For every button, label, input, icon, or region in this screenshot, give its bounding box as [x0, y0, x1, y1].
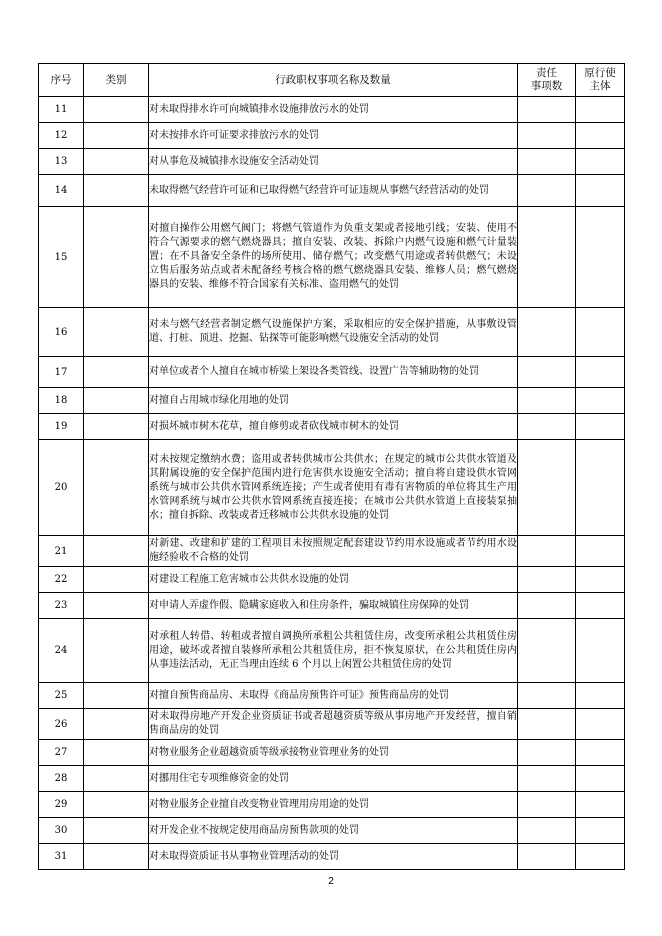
row-original-subject	[576, 440, 625, 536]
header-orig-line1: 原行使	[584, 67, 616, 79]
row-number: 31	[39, 844, 84, 870]
power-items-table	[38, 63, 625, 870]
header-item-name: 行政职权事项名称及数量	[149, 64, 518, 97]
table-row	[39, 567, 625, 593]
table-row	[39, 357, 625, 388]
row-item-name: 对物业服务企业擅自改变物业管理用房用途的处罚	[149, 792, 518, 818]
row-category	[84, 207, 149, 308]
row-item-name: 对申请人弄虚作假、隐瞒家庭收入和住房条件，骗取城镇住房保障的处罚	[149, 593, 518, 619]
row-number: 20	[39, 440, 84, 536]
row-item-name: 对未取得资质证书从事物业管理活动的处罚	[149, 844, 518, 870]
table-row	[39, 175, 625, 207]
row-number: 14	[39, 175, 84, 207]
row-original-subject	[576, 792, 625, 818]
row-responsibility-count	[518, 97, 576, 123]
row-item-name: 对物业服务企业超越资质等级承接物业管理业务的处罚	[149, 740, 518, 766]
row-number: 30	[39, 818, 84, 844]
row-responsibility-count	[518, 593, 576, 619]
row-number: 29	[39, 792, 84, 818]
row-category	[84, 414, 149, 440]
row-responsibility-count	[518, 149, 576, 175]
table-row	[39, 388, 625, 414]
row-item-name: 对擅自预售商品房、未取得《商品房预售许可证》预售商品房的处罚	[149, 683, 518, 709]
row-responsibility-count	[518, 175, 576, 207]
row-original-subject	[576, 123, 625, 149]
row-original-subject	[576, 357, 625, 388]
row-responsibility-count	[518, 207, 576, 308]
row-item-name: 对擅自占用城市绿化用地的处罚	[149, 388, 518, 414]
row-responsibility-count	[518, 414, 576, 440]
row-responsibility-count	[518, 536, 576, 567]
header-resp-line2: 事项数	[530, 80, 563, 92]
row-number: 16	[39, 308, 84, 357]
header-seq: 序号	[39, 64, 84, 97]
header-responsibility-count	[518, 64, 576, 97]
row-item-name: 对损坏城市树木花草，擅自修剪或者砍伐城市树木的处罚	[149, 414, 518, 440]
row-category	[84, 593, 149, 619]
row-responsibility-count	[518, 844, 576, 870]
row-item-name: 对挪用住宅专项维修资金的处罚	[149, 766, 518, 792]
row-responsibility-count	[518, 766, 576, 792]
row-item-name: 对未与燃气经营者制定燃气设施保护方案，采取相应的安全保护措施，从事敷设管道、打桩、顶进、挖掘、钻探等可能影响燃气设施安全活动的处罚	[149, 308, 518, 357]
row-category	[84, 97, 149, 123]
table-row	[39, 709, 625, 740]
row-number: 21	[39, 536, 84, 567]
row-original-subject	[576, 818, 625, 844]
row-number: 13	[39, 149, 84, 175]
row-category	[84, 709, 149, 740]
row-original-subject	[576, 766, 625, 792]
row-item-name: 对擅自操作公用燃气阀门；将燃气管道作为负重支架或者接地引线；安装、使用不符合气源要求的燃气燃烧器具；擅自安装、改装、拆除户内燃气设施和燃气计量装置；在不具备安全条件的场所使用、储存燃气；改变燃气用途或者转供燃气；未设立售后服务站点或者未配备经考核合格的燃气燃烧器具安装、维修人员；燃气燃烧器具的安装、维修不符合国家有关标准、盗用燃气的处罚	[149, 207, 518, 308]
row-category	[84, 357, 149, 388]
row-category	[84, 844, 149, 870]
row-item-name: 对单位或者个人擅自在城市桥梁上架设各类管线、设置广告等辅助物的处罚	[149, 357, 518, 388]
row-number: 27	[39, 740, 84, 766]
row-category	[84, 740, 149, 766]
row-number: 12	[39, 123, 84, 149]
table-row	[39, 766, 625, 792]
row-item-name: 对从事危及城镇排水设施安全活动处罚	[149, 149, 518, 175]
row-responsibility-count	[518, 440, 576, 536]
row-original-subject	[576, 740, 625, 766]
row-original-subject	[576, 709, 625, 740]
row-original-subject	[576, 175, 625, 207]
table-header-row	[39, 64, 625, 97]
row-category	[84, 792, 149, 818]
table-row	[39, 308, 625, 357]
row-original-subject	[576, 388, 625, 414]
table-row	[39, 683, 625, 709]
row-category	[84, 766, 149, 792]
row-responsibility-count	[518, 619, 576, 683]
row-original-subject	[576, 683, 625, 709]
row-item-name: 对建设工程施工危害城市公共供水设施的处罚	[149, 567, 518, 593]
row-item-name: 对未取得房地产开发企业资质证书或者超越资质等级从事房地产开发经营，擅自销售商品房的处罚	[149, 709, 518, 740]
table-row	[39, 414, 625, 440]
row-original-subject	[576, 149, 625, 175]
header-resp-line1: 责任	[536, 67, 557, 79]
row-number: 19	[39, 414, 84, 440]
row-number: 17	[39, 357, 84, 388]
table-row	[39, 593, 625, 619]
table-row	[39, 440, 625, 536]
header-original-subject	[576, 64, 625, 97]
row-original-subject	[576, 536, 625, 567]
row-category	[84, 567, 149, 593]
table-row	[39, 97, 625, 123]
row-category	[84, 683, 149, 709]
row-category	[84, 123, 149, 149]
row-responsibility-count	[518, 709, 576, 740]
row-number: 11	[39, 97, 84, 123]
row-item-name: 对未按排水许可证要求排放污水的处罚	[149, 123, 518, 149]
row-number: 22	[39, 567, 84, 593]
table-row	[39, 844, 625, 870]
row-category	[84, 388, 149, 414]
row-item-name: 对未取得排水许可向城镇排水设施排放污水的处罚	[149, 97, 518, 123]
row-number: 15	[39, 207, 84, 308]
table-row	[39, 792, 625, 818]
row-responsibility-count	[518, 388, 576, 414]
row-item-name: 未取得燃气经营许可证和已取得燃气经营许可证违规从事燃气经营活动的处罚	[149, 175, 518, 207]
row-item-name: 对承租人转借、转租或者擅自调换所承租公共租赁住房，改变所承租公共租赁住房用途，破坏或者擅自装修所承租公共租赁住房，拒不恢复原状，在公共租赁住房内从事违法活动，无正当理由连续 6 个月以上闲置公共租赁住房的处罚	[149, 619, 518, 683]
row-category	[84, 818, 149, 844]
row-number: 25	[39, 683, 84, 709]
header-category: 类别	[84, 64, 149, 97]
row-category	[84, 619, 149, 683]
row-responsibility-count	[518, 357, 576, 388]
row-category	[84, 175, 149, 207]
row-original-subject	[576, 567, 625, 593]
table-row	[39, 619, 625, 683]
row-category	[84, 149, 149, 175]
row-original-subject	[576, 308, 625, 357]
row-responsibility-count	[518, 740, 576, 766]
row-responsibility-count	[518, 123, 576, 149]
table-row	[39, 149, 625, 175]
row-original-subject	[576, 593, 625, 619]
row-original-subject	[576, 207, 625, 308]
row-category	[84, 536, 149, 567]
row-number: 23	[39, 593, 84, 619]
row-number: 26	[39, 709, 84, 740]
table-row	[39, 207, 625, 308]
row-item-name: 对新建、改建和扩建的工程项目未按照规定配套建设节约用水设施或者节约用水设施经验收不合格的处罚	[149, 536, 518, 567]
row-number: 18	[39, 388, 84, 414]
table-row	[39, 740, 625, 766]
table-row	[39, 818, 625, 844]
row-category	[84, 308, 149, 357]
table-row	[39, 536, 625, 567]
table-row	[39, 123, 625, 149]
row-number: 24	[39, 619, 84, 683]
row-responsibility-count	[518, 818, 576, 844]
page-number: 2	[328, 876, 334, 887]
row-responsibility-count	[518, 792, 576, 818]
row-item-name: 对未按规定缴纳水费；盗用或者转供城市公共供水；在规定的城市公共供水管道及其附属设施的安全保护范围内进行危害供水设施安全活动；擅自将自建设供水管网系统与城市公共供水管网系统连接；产生或者使用有毒有害物质的单位将其生产用水管网系统与城市公共供水管网系统直接连接；在城市公共供水管道上直接装泵抽水；擅自拆除、改装或者迁移城市公共供水设施的处罚	[149, 440, 518, 536]
row-responsibility-count	[518, 683, 576, 709]
row-category	[84, 440, 149, 536]
row-original-subject	[576, 844, 625, 870]
row-original-subject	[576, 414, 625, 440]
row-responsibility-count	[518, 308, 576, 357]
header-orig-line2: 主体	[589, 80, 611, 92]
row-responsibility-count	[518, 567, 576, 593]
row-number: 28	[39, 766, 84, 792]
row-original-subject	[576, 619, 625, 683]
row-original-subject	[576, 97, 625, 123]
row-item-name: 对开发企业不按规定使用商品房预售款项的处罚	[149, 818, 518, 844]
